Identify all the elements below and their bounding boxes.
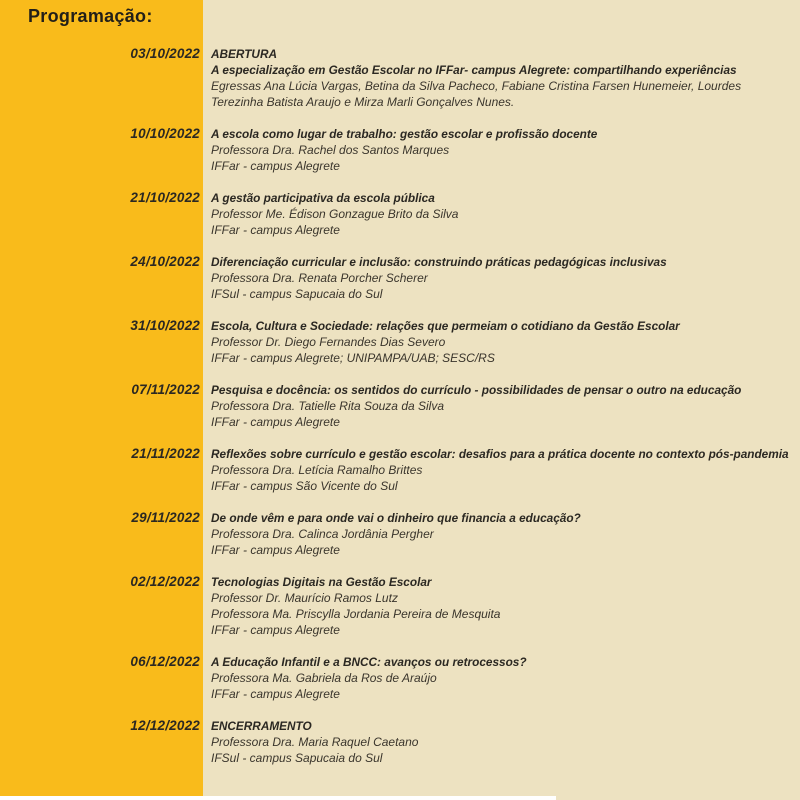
bottom-strip <box>0 796 556 800</box>
entry-detail-line: Professora Dra. Calinca Jordânia Pergher <box>211 527 434 541</box>
entry-detail-line: Professora Ma. Gabriela da Ros de Araújo <box>211 671 437 685</box>
page-title: Programação: <box>28 6 153 26</box>
entry-detail-line: IFSul - campus Sapucaia do Sul <box>211 751 383 765</box>
schedule-entry <box>0 654 800 702</box>
entry-title: A Educação Infantil e a BNCC: avanços ou retrocessos? <box>211 655 527 669</box>
entry-content <box>211 574 789 638</box>
schedule-entry <box>0 446 800 494</box>
schedule-entry <box>0 126 800 174</box>
entry-detail-line: IFFar - campus Alegrete; UNIPAMPA/UAB; SESC/RS <box>211 351 495 365</box>
entry-detail-line: IFFar - campus São Vicente do Sul <box>211 479 398 493</box>
entry-title: Tecnologias Digitais na Gestão Escolar <box>211 575 432 589</box>
entry-detail-line: Professor Me. Édison Gonzague Brito da Silva <box>211 207 459 221</box>
entry-date: 03/10/2022 <box>130 46 200 61</box>
entry-detail-line: IFSul - campus Sapucaia do Sul <box>211 287 383 301</box>
entry-date: 10/10/2022 <box>130 126 200 141</box>
schedule-entry <box>0 574 800 638</box>
entry-subtitle: A especialização em Gestão Escolar no IFFar- campus Alegrete: compartilhando experiências <box>211 63 737 77</box>
entry-title: A gestão participativa da escola pública <box>211 191 435 205</box>
entry-detail-line: Professora Dra. Rachel dos Santos Marques <box>211 143 450 157</box>
entry-detail-line: Professora Ma. Priscylla Jordania Pereira de Mesquita <box>211 607 501 621</box>
entry-date: 12/12/2022 <box>130 718 200 733</box>
entry-detail-line: Professora Dra. Letícia Ramalho Brittes <box>211 463 423 477</box>
entry-content <box>211 318 789 366</box>
entry-title: Escola, Cultura e Sociedade: relações que permeiam o cotidiano da Gestão Escolar <box>211 319 680 333</box>
entry-date: 21/11/2022 <box>131 446 200 461</box>
entry-content <box>211 446 789 494</box>
entry-detail-line: IFFar - campus Alegrete <box>211 543 340 557</box>
entry-date: 07/11/2022 <box>131 382 200 397</box>
entry-content <box>211 382 789 430</box>
entry-title: Pesquisa e docência: os sentidos do currículo - possibilidades de pensar o outro na educação <box>211 383 742 397</box>
entry-detail-line: Egressas Ana Lúcia Vargas, Betina da Silva Pacheco, Fabiane Cristina Farsen Hunemeier, Lourdes Terezinha Batista Araujo e Mirza Marli Gonçalves Nunes. <box>211 79 742 109</box>
entry-title: A escola como lugar de trabalho: gestão escolar e profissão docente <box>211 127 598 141</box>
entry-detail-line: IFFar - campus Alegrete <box>211 159 340 173</box>
entry-detail-line: Professor Dr. Maurício Ramos Lutz <box>211 591 398 605</box>
schedule-entry <box>0 318 800 366</box>
entry-content <box>211 718 789 766</box>
entry-content <box>211 254 789 302</box>
entry-content <box>211 46 789 110</box>
entry-title: ENCERRAMENTO <box>211 719 312 733</box>
entry-title: De onde vêm e para onde vai o dinheiro que financia a educação? <box>211 511 581 525</box>
entry-detail-line: Professora Dra. Tatielle Rita Souza da Silva <box>211 399 445 413</box>
schedule-entry <box>0 718 800 766</box>
entry-content <box>211 126 789 174</box>
entry-detail-line: Professor Dr. Diego Fernandes Dias Severo <box>211 335 446 349</box>
entry-date: 24/10/2022 <box>130 254 200 269</box>
entry-detail-line: Professora Dra. Maria Raquel Caetano <box>211 735 419 749</box>
entry-content <box>211 190 789 238</box>
entry-detail-line: IFFar - campus Alegrete <box>211 687 340 701</box>
entry-date: 02/12/2022 <box>130 574 200 589</box>
entry-detail-line: IFFar - campus Alegrete <box>211 223 340 237</box>
schedule-entry <box>0 46 800 110</box>
entry-date: 29/11/2022 <box>131 510 200 525</box>
entry-title: ABERTURA <box>211 47 277 61</box>
schedule-entry <box>0 510 800 558</box>
entry-content <box>211 510 789 558</box>
entry-date: 31/10/2022 <box>130 318 200 333</box>
schedule-entry <box>0 190 800 238</box>
entry-title: Reflexões sobre currículo e gestão escolar: desafios para a prática docente no contexto pós-pandemia <box>211 447 789 461</box>
schedule-entry <box>0 254 800 302</box>
schedule-list <box>0 46 800 782</box>
entry-title: Diferenciação curricular e inclusão: construindo práticas pedagógicas inclusivas <box>211 255 667 269</box>
entry-detail-line: Professora Dra. Renata Porcher Scherer <box>211 271 428 285</box>
entry-date: 06/12/2022 <box>130 654 200 669</box>
entry-detail-line: IFFar - campus Alegrete <box>211 623 340 637</box>
entry-detail-line: IFFar - campus Alegrete <box>211 415 340 429</box>
entry-date: 21/10/2022 <box>130 190 200 205</box>
schedule-entry <box>0 382 800 430</box>
entry-content <box>211 654 789 702</box>
